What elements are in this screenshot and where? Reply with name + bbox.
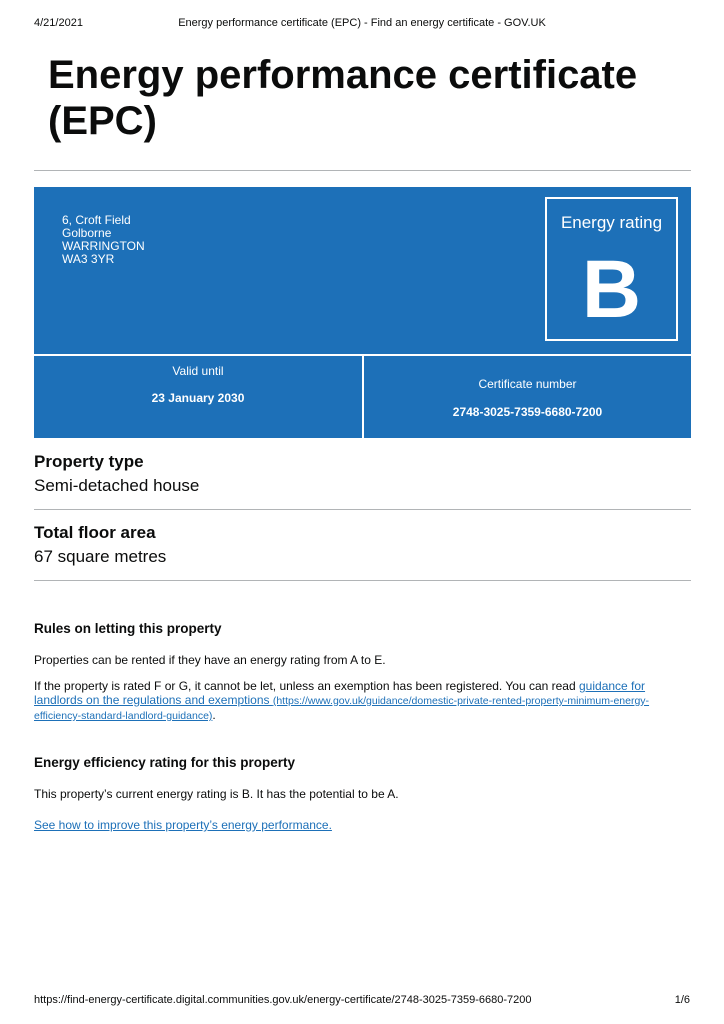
- summary-divider: [34, 509, 691, 510]
- property-type-heading: Property type: [34, 452, 144, 471]
- efficiency-rating-heading: Energy efficiency rating for this property: [34, 755, 296, 770]
- letting-rules-text: Properties can be rented if they have an energy rating from A to E.: [34, 653, 386, 667]
- print-footer: [34, 994, 690, 1008]
- property-type-value: Semi-detached house: [34, 476, 200, 495]
- energy-rating-box: [545, 197, 678, 341]
- certificate-number-cell: [364, 356, 691, 438]
- improve-performance-link[interactable]: See how to improve this property’s energy performance.: [34, 818, 332, 832]
- certificate-number-label: Certificate number: [478, 377, 577, 391]
- letting-exemption-text: [34, 679, 694, 723]
- efficiency-rating-text: This property’s current energy rating is B. It has the potential to be A.: [34, 787, 399, 801]
- landlord-guidance-link-text: guidance for landlords on the regulations and exemptions: [34, 679, 646, 707]
- print-url: https://find-energy-certificate.digital.communities.gov.uk/energy-certificate/2748-3025-7359-6680-7200: [34, 994, 532, 1006]
- floor-area-value: 67 square metres: [34, 547, 167, 566]
- floor-area-heading: Total floor area: [34, 523, 156, 542]
- improve-performance-paragraph: [34, 818, 694, 832]
- print-page-title: Energy performance certificate (EPC) - Find an energy certificate - GOV.UK: [178, 17, 546, 29]
- landlord-guidance-url: (https://www.gov.uk/guidance/domestic-private-rented-property-minimum-energy-efficiency-standard-landlord-guidance): [34, 695, 650, 722]
- valid-until-date: 23 January 2030: [151, 391, 245, 405]
- title-divider: [34, 170, 691, 171]
- epc-summary-panel: [34, 187, 691, 438]
- print-header: [34, 17, 690, 31]
- valid-until-label: Valid until: [172, 364, 224, 378]
- address-line: WA3 3YR: [62, 252, 115, 266]
- valid-until-cell: [34, 356, 362, 438]
- property-address: [62, 214, 145, 266]
- certificate-number: 2748-3025-7359-6680-7200: [452, 405, 603, 419]
- letting-exemption-end: .: [212, 708, 216, 722]
- address-line: Golborne: [62, 226, 112, 240]
- page-title: Energy performance certificate (EPC): [48, 53, 638, 143]
- print-date: 4/21/2021: [34, 17, 83, 29]
- summary-divider: [34, 580, 691, 581]
- print-page-number: 1/6: [674, 994, 690, 1006]
- energy-rating-label: Energy rating: [560, 213, 663, 232]
- letting-rules-heading: Rules on letting this property: [34, 621, 222, 636]
- energy-rating-letter: B: [581, 244, 642, 335]
- address-line: 6, Croft Field: [62, 213, 131, 227]
- address-line: WARRINGTON: [62, 239, 145, 253]
- letting-exemption-intro: If the property is rated F or G, it cannot be let, unless an exemption has been registered. You can read: [34, 679, 579, 693]
